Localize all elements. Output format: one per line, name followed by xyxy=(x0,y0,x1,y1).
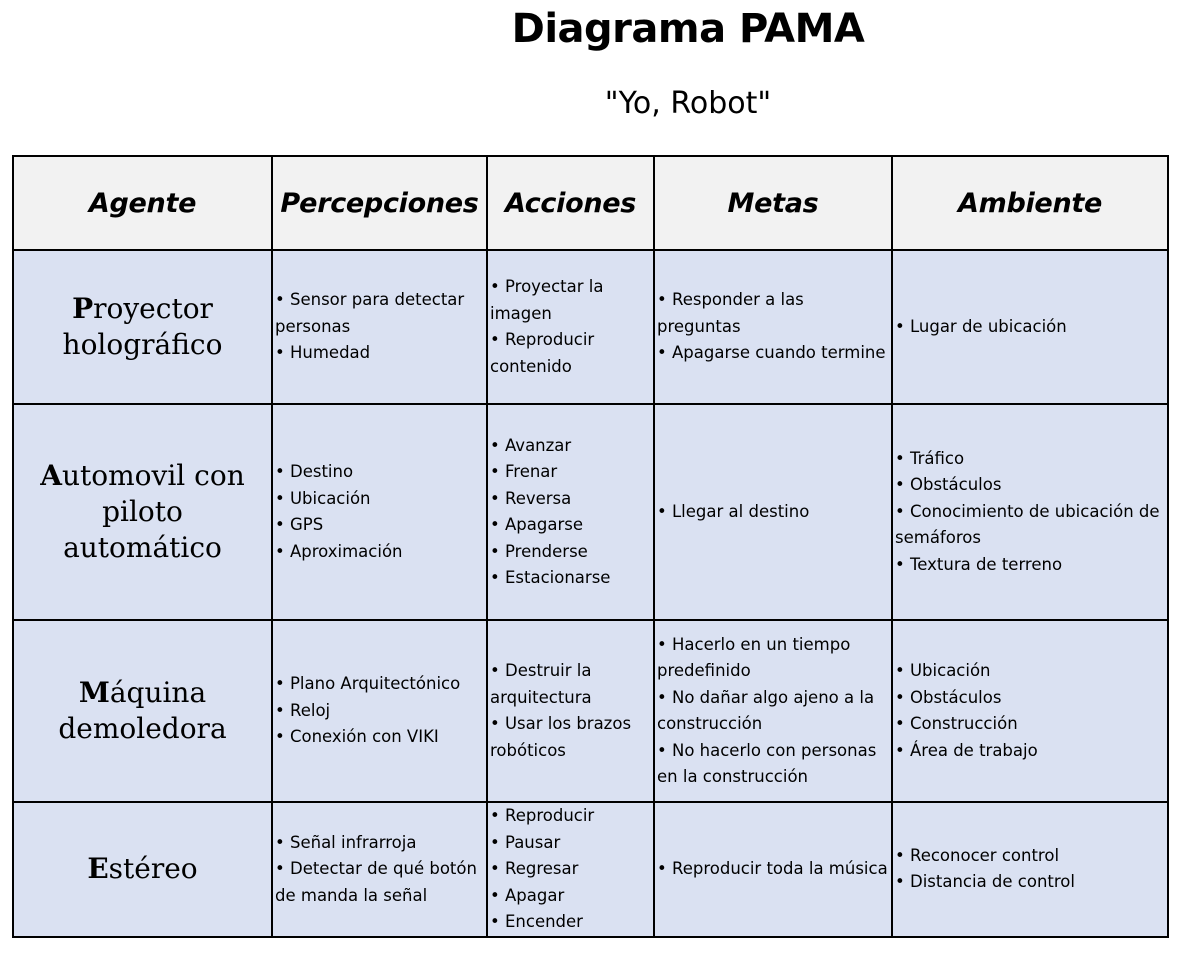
percepciones-cell xyxy=(272,620,487,802)
pama-table xyxy=(12,155,1169,938)
list-item: • Destino xyxy=(275,459,484,486)
table-row xyxy=(13,620,1168,802)
list-item: • Reloj xyxy=(275,698,484,725)
page-title: Diagrama PAMA xyxy=(511,6,865,52)
percepciones-cell xyxy=(272,404,487,620)
list-item: • Proyectar la imagen xyxy=(490,274,651,327)
header-agente: Agente xyxy=(13,156,272,250)
list-item: • Estacionarse xyxy=(490,565,651,592)
list-item: • Reproducir xyxy=(490,803,651,830)
header-ambiente: Ambiente xyxy=(892,156,1168,250)
list-item: • No dañar algo ajeno a la construcción xyxy=(657,685,889,738)
agent-cell xyxy=(13,802,272,937)
acciones-cell xyxy=(487,802,654,937)
table-row xyxy=(13,404,1168,620)
agent-initial: E xyxy=(87,852,109,886)
list-item: • Llegar al destino xyxy=(657,499,889,526)
ambiente-cell xyxy=(892,620,1168,802)
agent-initial: A xyxy=(40,459,62,492)
list-item: • Obstáculos xyxy=(895,685,1165,712)
list-item: • Ubicación xyxy=(275,486,484,513)
list-item: • Distancia de control xyxy=(895,869,1165,896)
agent-name-rest: áquina demoledora xyxy=(58,676,227,745)
list-item: • Sensor para detectar personas xyxy=(275,287,484,340)
list-item: • Apagar xyxy=(490,883,651,910)
list-item: • Textura de terreno xyxy=(895,552,1165,579)
percepciones-cell xyxy=(272,802,487,937)
agent-name-rest: utomovil con piloto automático xyxy=(61,459,245,564)
agent-initial: M xyxy=(78,676,110,709)
list-item: • Reproducir contenido xyxy=(490,327,651,380)
metas-cell xyxy=(654,802,892,937)
agent-name-rest: royector holográfico xyxy=(62,292,223,361)
header-percepciones: Percepciones xyxy=(272,156,487,250)
agent-cell xyxy=(13,250,272,404)
list-item: • Apagarse cuando termine xyxy=(657,340,889,367)
list-item: • Usar los brazos robóticos xyxy=(490,711,651,764)
header-row xyxy=(13,156,1168,250)
list-item: • Señal infrarroja xyxy=(275,830,484,857)
metas-cell xyxy=(654,250,892,404)
list-item: • Pausar xyxy=(490,830,651,857)
list-item: • Conexión con VIKI xyxy=(275,724,484,751)
page-subtitle: "Yo, Robot" xyxy=(604,86,772,121)
header-metas: Metas xyxy=(654,156,892,250)
agent-cell xyxy=(13,620,272,802)
list-item: • Ubicación xyxy=(895,658,1165,685)
ambiente-cell xyxy=(892,250,1168,404)
agent-cell xyxy=(13,404,272,620)
list-item: • No hacerlo con personas en la construcción xyxy=(657,738,889,791)
list-item: • Plano Arquitectónico xyxy=(275,671,484,698)
list-item: • Regresar xyxy=(490,856,651,883)
list-item: • Tráfico xyxy=(895,446,1165,473)
list-item: • Lugar de ubicación xyxy=(895,314,1165,341)
list-item: • Hacerlo en un tiempo predefinido xyxy=(657,632,889,685)
ambiente-cell xyxy=(892,802,1168,937)
table-row xyxy=(13,802,1168,937)
agent-name-rest: stéreo xyxy=(108,852,198,886)
header-acciones: Acciones xyxy=(487,156,654,250)
metas-cell xyxy=(654,620,892,802)
ambiente-cell xyxy=(892,404,1168,620)
list-item: • Reproducir toda la música xyxy=(657,856,889,883)
list-item: • Avanzar xyxy=(490,433,651,460)
list-item: • Conocimiento de ubicación de semáforos xyxy=(895,499,1165,552)
agent-initial: P xyxy=(72,292,94,325)
acciones-cell xyxy=(487,404,654,620)
table-row xyxy=(13,250,1168,404)
list-item: • Frenar xyxy=(490,459,651,486)
list-item: • Obstáculos xyxy=(895,472,1165,499)
acciones-cell xyxy=(487,250,654,404)
list-item: • Reconocer control xyxy=(895,843,1165,870)
metas-cell xyxy=(654,404,892,620)
list-item: • Humedad xyxy=(275,340,484,367)
list-item: • Detectar de qué botón de manda la señal xyxy=(275,856,484,909)
list-item: • Prenderse xyxy=(490,539,651,566)
list-item: • Apagarse xyxy=(490,512,651,539)
list-item: • Responder a las preguntas xyxy=(657,287,889,340)
list-item: • Aproximación xyxy=(275,539,484,566)
list-item: • GPS xyxy=(275,512,484,539)
list-item: • Área de trabajo xyxy=(895,738,1165,765)
list-item: • Encender xyxy=(490,909,651,936)
acciones-cell xyxy=(487,620,654,802)
list-item: • Reversa xyxy=(490,486,651,513)
list-item: • Destruir la arquitectura xyxy=(490,658,651,711)
percepciones-cell xyxy=(272,250,487,404)
list-item: • Construcción xyxy=(895,711,1165,738)
